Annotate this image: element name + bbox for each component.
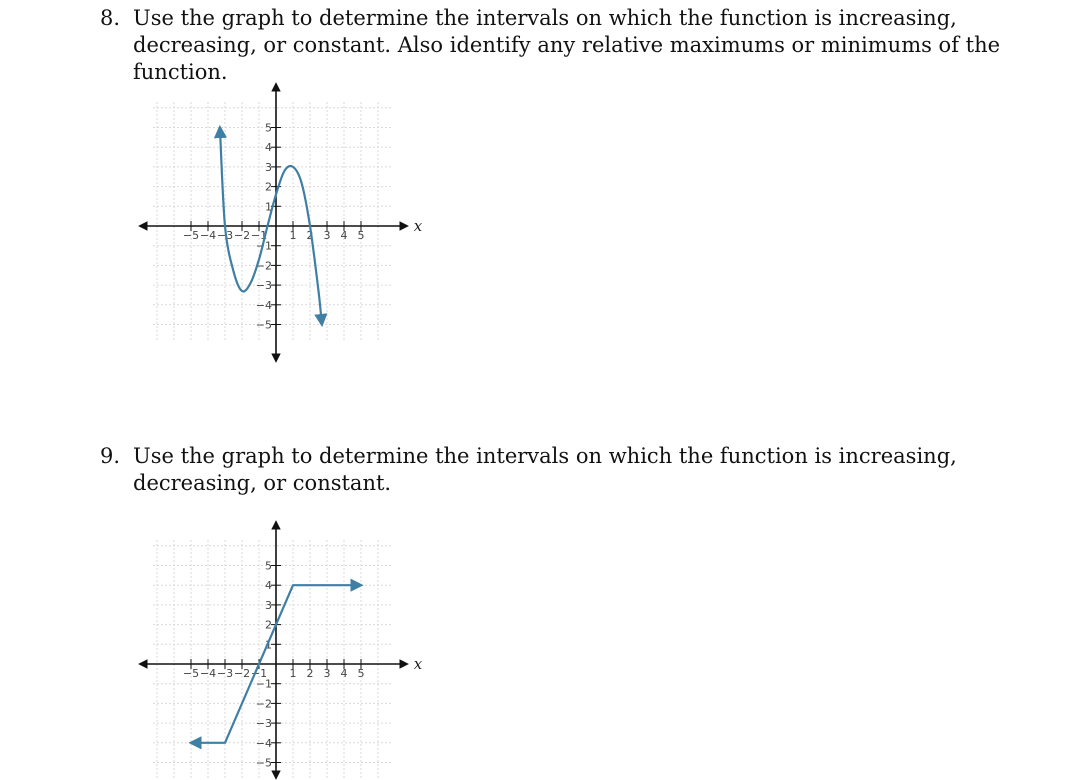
x-tick-label: −4 xyxy=(199,229,217,242)
y-tick-label: −2 xyxy=(255,259,272,273)
y-tick-label: 4 xyxy=(265,141,272,155)
y-tick-label: −1 xyxy=(255,677,272,691)
y-tick-label: 3 xyxy=(265,598,272,612)
x-tick-label: 3 xyxy=(323,229,331,242)
problem-text: Use the graph to determine the intervals on which the function is increasing, decreasing, or constant. Also identify any relative maximums or minimums of the function. xyxy=(133,6,1001,84)
y-tick-label: 5 xyxy=(265,559,272,573)
x-tick-label: −3 xyxy=(216,229,234,242)
y-tick-label: −3 xyxy=(255,279,272,293)
x-axis-label: x xyxy=(413,217,423,235)
y-tick-label: −1 xyxy=(255,239,272,253)
y-tick-label: 2 xyxy=(265,618,272,632)
y-tick-label: 4 xyxy=(265,579,272,593)
problem-number: 9. xyxy=(100,444,121,468)
x-tick-label: −3 xyxy=(216,667,234,680)
x-tick-label: −2 xyxy=(233,229,251,242)
graph-problem-8 xyxy=(135,80,425,365)
y-tick-label: 2 xyxy=(265,180,272,194)
x-axis-label: x xyxy=(413,655,423,673)
x-tick-label: 4 xyxy=(340,229,348,242)
y-tick-label: −4 xyxy=(255,736,272,750)
x-tick-label: 3 xyxy=(323,667,331,680)
x-tick-label: 5 xyxy=(357,229,365,242)
y-tick-label: −4 xyxy=(255,298,272,312)
x-tick-label: −2 xyxy=(233,667,251,680)
grid xyxy=(153,540,393,780)
y-tick-label: 1 xyxy=(265,200,272,214)
y-tick-label: 1 xyxy=(265,638,272,652)
x-tick-label: −5 xyxy=(182,229,200,242)
x-tick-label: 2 xyxy=(306,667,314,680)
x-tick-label: 2 xyxy=(306,229,314,242)
y-tick-label: −5 xyxy=(255,318,272,332)
x-tick-label: −4 xyxy=(199,667,217,680)
x-tick-label: 1 xyxy=(289,667,297,680)
x-tick-label: 5 xyxy=(357,667,365,680)
x-tick-label: 4 xyxy=(340,667,348,680)
x-tick-label: 1 xyxy=(289,229,297,242)
y-tick-label: 3 xyxy=(265,160,272,174)
y-tick-label: −2 xyxy=(255,697,272,711)
y-tick-label: −5 xyxy=(255,756,272,770)
problem-text: Use the graph to determine the intervals on which the function is increasing, decreasing, or constant. xyxy=(133,444,957,495)
problem-number: 8. xyxy=(100,6,121,30)
x-tick-label: −1 xyxy=(250,229,268,242)
y-tick-label: −3 xyxy=(255,717,272,731)
grid xyxy=(153,102,393,342)
x-tick-label: −5 xyxy=(182,667,200,680)
x-tick-label: −1 xyxy=(250,667,268,680)
y-tick-label: 5 xyxy=(265,121,272,135)
graph-problem-9 xyxy=(135,518,425,780)
